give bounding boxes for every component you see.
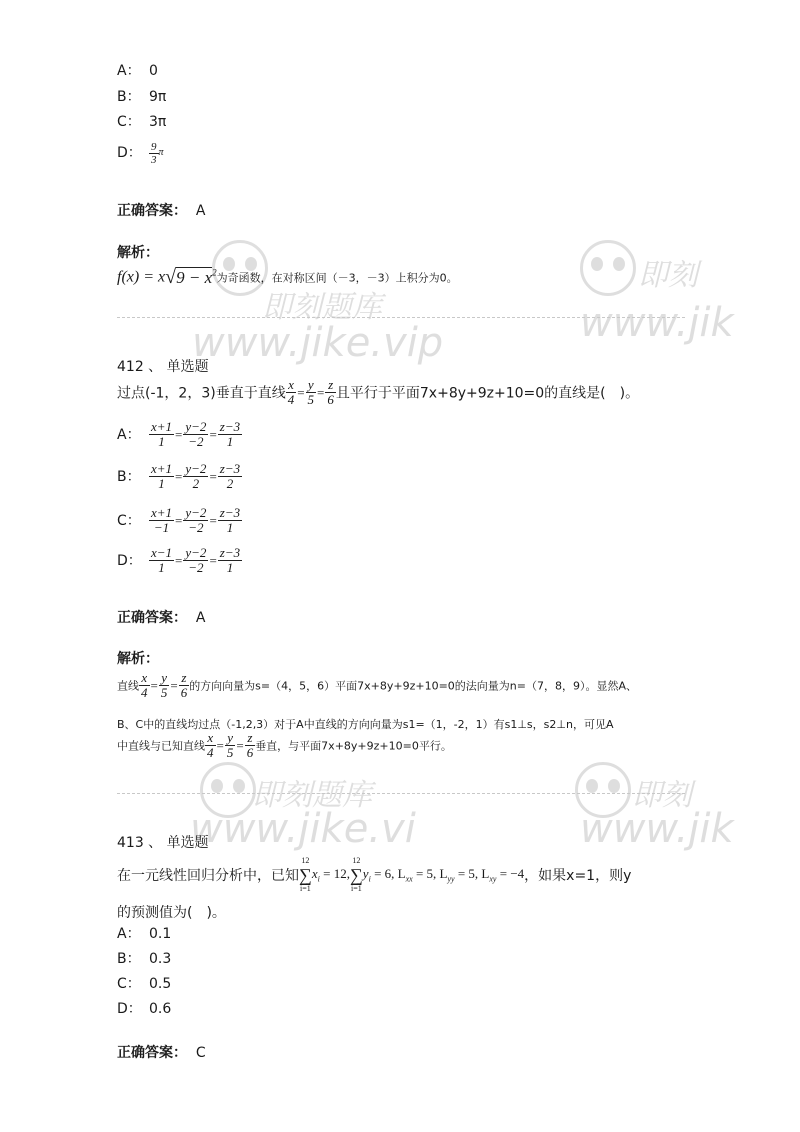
- option-d[interactable]: D： $\frac{9}{3}$ π: [117, 138, 164, 168]
- analysis-line-1: 直线 $\frac{x}{4}$ = $\frac{y}{5}$ = $\frac{z}{6}$ 的方向向量为s=（4，5，6）平面7x+8y+9z+10=0的法向量为n=（7，8，9）。显然A、: [117, 670, 637, 700]
- watermark-url: www.jik: [580, 300, 734, 346]
- fraction: $\frac{9}{3}$: [151, 140, 157, 166]
- answer-label: 正确答案：: [117, 203, 187, 219]
- option-a[interactable]: A： $\frac{x+1}{1}$ = $\frac{y-2}{-2}$ = $\frac{z-3}{1}$: [117, 419, 241, 449]
- analysis-label: 解析：: [117, 245, 159, 261]
- answer-label: 正确答案：: [117, 610, 187, 626]
- option-value: 9π: [149, 89, 167, 105]
- option-label: B：: [117, 468, 141, 485]
- option-label: D：: [117, 145, 142, 161]
- option-value: 0: [149, 63, 158, 79]
- question-stem-line-2: 的预测值为( )。: [117, 905, 226, 921]
- option-value: 3π: [149, 114, 167, 130]
- question-header: 412 、 单选题: [117, 359, 209, 375]
- answer-row: [117, 607, 205, 627]
- watermark-brand: 即刻题库: [262, 290, 382, 325]
- watermark-brand: 即刻题库: [252, 778, 372, 813]
- option-a[interactable]: [117, 62, 158, 80]
- option-d[interactable]: D： 0.6: [117, 1001, 172, 1017]
- answer-value: A: [195, 203, 206, 219]
- option-c[interactable]: C： 0.5: [117, 976, 172, 992]
- analysis-line-3: 中直线与已知直线 $\frac{x}{4}$ = $\frac{y}{5}$ = $\frac{z}{6}$ 垂直，与平面7x+8y+9z+10=0平行。: [117, 730, 452, 760]
- watermark-brand: 即刻: [632, 778, 692, 813]
- option-label: A：: [117, 63, 141, 79]
- option-label: C：: [117, 512, 141, 529]
- analysis-line-2: B、C中的直线均过点（-1,2,3）对于A中直线的方向向量为s1=（1，-2，1）有s1⊥s，s2⊥n，可见A: [117, 718, 614, 731]
- option-d[interactable]: D： $\frac{x-1}{1}$ = $\frac{y-2}{-2}$ = $\frac{z-3}{1}$: [117, 545, 241, 575]
- option-label: A：: [117, 426, 141, 443]
- option-label: D：: [117, 552, 142, 569]
- watermark-url: www.jik: [580, 806, 734, 852]
- answer-row: [117, 1042, 206, 1062]
- question-stem: 过点(-1，2，3)垂直于直线 $\frac{x}{4}$ = $\frac{y}{5}$ = $\frac{z}{6}$ 且平行于平面7x+8y+9z+10=0的直线是( )。: [117, 377, 640, 407]
- option-label: B：: [117, 89, 141, 105]
- section-divider: [117, 317, 685, 318]
- answer-value: A: [195, 610, 206, 626]
- option-c[interactable]: [117, 113, 166, 131]
- section-divider: [117, 793, 685, 794]
- analysis-text: $f(x) = x√9 - x^2$为奇函数，在对称区间（－3，－3）上积分为0。: [117, 266, 458, 288]
- option-label: C：: [117, 114, 141, 130]
- watermark-url: www.jike.vi: [190, 806, 416, 852]
- option-b[interactable]: [117, 88, 166, 106]
- option-b[interactable]: B： 0.3: [117, 951, 172, 967]
- answer-value: C: [195, 1045, 206, 1061]
- option-b[interactable]: B： $\frac{x+1}{1}$ = $\frac{y-2}{2}$ = $\frac{z-3}{2}$: [117, 461, 241, 491]
- watermark-url: www.jike.vip: [192, 320, 444, 366]
- answer-label: 正确答案：: [117, 1045, 187, 1061]
- analysis-label: 解析：: [117, 651, 159, 667]
- question-stem: 在一元线性回归分析中，已知 12 ∑ i=1 $x_i = 12$, 12 ∑ i=1 $y_i = 6$, $L_{xx} = 5$, $L_{yy} = 5$, $L_{xy} = -4$，如果x=1，则y: [117, 856, 632, 893]
- option-a[interactable]: A： 0.1: [117, 926, 172, 942]
- panda-logo-icon: [580, 240, 636, 296]
- option-c[interactable]: C： $\frac{x+1}{-1}$ = $\frac{y-2}{-2}$ = $\frac{z-3}{1}$: [117, 505, 241, 535]
- watermark-brand: 即刻: [638, 258, 698, 293]
- question-header: 413 、 单选题: [117, 835, 209, 851]
- answer-row: [117, 200, 205, 220]
